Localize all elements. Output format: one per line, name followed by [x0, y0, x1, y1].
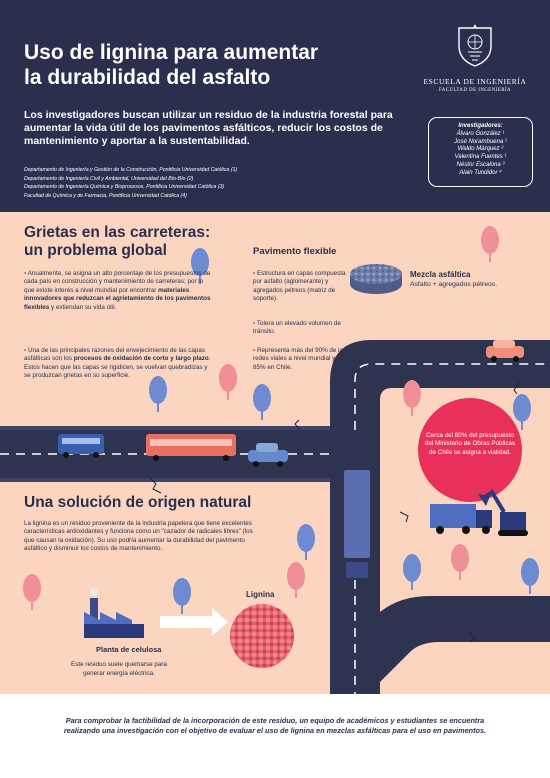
p2-text-b: procesos de oxidación de corto y largo plazo — [73, 355, 209, 363]
p1-text-c: y extiendan su vida útil. — [49, 303, 117, 311]
investigators-box — [428, 117, 533, 187]
investigator-name: Álvaro González ¹ — [456, 130, 505, 137]
header — [0, 0, 550, 212]
p1-text-b: materiales innovadores que reduzcan el agrietamiento de los pavimentos flexibles — [24, 286, 211, 311]
intro-text: Los investigadores buscan utilizar un residuo de la industria forestal para aumentar la vida útil de los pavimentos asfálticos, reducir los costos de mantenimiento y aportar a la sustentabilidad. — [24, 109, 393, 147]
investigator-name: Néstor Escalona ³ — [456, 161, 505, 168]
lignin-circle — [230, 604, 294, 668]
mezcla-title: Mezcla asfáltica — [410, 270, 471, 279]
footer — [0, 694, 550, 778]
department-item: Departamento de Ingeniería Civil y Ambiental, Universidad del Bío-Bío (2) — [24, 175, 194, 182]
university-logo — [420, 22, 530, 93]
factory-icon — [84, 588, 144, 638]
bullet-icon: • — [24, 347, 27, 354]
pavimento-bullet-1 — [253, 270, 353, 304]
section1-paragraph-2 — [24, 347, 214, 381]
bullet-icon: • — [253, 320, 256, 327]
p2-text-a: Una de las principales razones del envejecimiento de las capas asfálticas son los — [24, 347, 206, 363]
footer-text: Para comprobar la factibilidad de la incorporación de este residuo, un equipo de académicos y estudiantes se encuentra realizando una investigación con el objetivo de evaluar el uso de lignina en mezclas asfálticas para el uso en pavimentos. — [63, 716, 487, 735]
title-line-2: la durabilidad del asfalto — [24, 66, 271, 89]
p1-text-a: Anualmente, se asigna un alto porcentaje de los presupuestos de cada país en construcción y mantenimiento de carreteras; por lo que existe interés a nivel mundial por encontrar — [24, 270, 211, 294]
bullet-icon: • — [253, 270, 256, 277]
crest-icon — [455, 22, 495, 68]
asphalt-sample-disc — [350, 264, 402, 294]
logo-faculty-name: FACULTAD DE INGENIERÍA — [439, 88, 511, 93]
department-item: Departamento de Ingeniería y Gestión de la Construcción, Pontificia Universidad Católica (1) — [24, 167, 238, 173]
logo-school-name: ESCUELA DE INGENIERÍA — [423, 77, 527, 86]
lower-curved-road — [380, 596, 550, 682]
planta-label: Planta de celulosa — [96, 645, 162, 654]
pavimento-b1-text: Estructura en capas compuesta por asfalto (aglomerante) y agregados pétreos (matriz de soporte). — [253, 270, 346, 303]
section1-title-line1: Grietas en las carreteras: — [24, 224, 211, 241]
pavimento-b2-text: Tolera un elevado volumen de tránsito. — [253, 320, 341, 336]
title-line-1: Uso de lignina para aumentar — [24, 41, 319, 64]
section2-paragraph: La lignina es un residuo proveniente de la industria papelera que tiene excelentes características antioxidantes y funciona como un "cazador de radicales libres" (los que causan la oxidación). Su uso podría aumentar la durabilidad del pavimento asfáltico y disminuir los costos de mantenimiento. — [24, 520, 253, 553]
pavimento-b3-text: Representa más del 90% de las redes viales a nivel mundial y un 85% en Chile. — [253, 347, 347, 371]
departments-list — [24, 166, 354, 200]
department-item: Departamento de Ingeniería Química y Bioprocesos, Pontificia Universidad Católica (3) — [24, 184, 225, 190]
investigator-name: Valentina Fuentes ¹ — [454, 154, 507, 161]
main-illustration-area — [0, 212, 550, 694]
investigators-title: Investigadores: — [458, 123, 503, 129]
planta-subtext: Este residuo suele quemarse para generar energía eléctrica. — [71, 661, 167, 677]
investigator-name: José Norambuena ¹ — [454, 138, 507, 145]
pavimento-bullet-3 — [253, 347, 353, 372]
investigator-name: Alain Tundidor ⁴ — [459, 169, 502, 176]
stat-text: Cerca del 80% del presupuesto del Ministerio de Obras Públicas de Chile se asigna a vialidad. — [424, 432, 516, 456]
p2-text-c: . Estos hacen que las capas se rigidicen, se vuelvan quebradizas y se produzcan grietas en su superficie. — [24, 355, 211, 380]
arrow-icon — [160, 608, 228, 636]
dump-truck — [430, 504, 492, 534]
department-item: Facultad de Química y de Farmacia, Pontificia Universidad Católica (4) — [24, 192, 187, 199]
pavimento-bullet-2 — [253, 320, 353, 337]
investigator-name: Waldo Márquez ² — [457, 146, 504, 153]
section2-title: Una solución de origen natural — [24, 494, 252, 511]
pavimento-title: Pavimento flexible — [253, 246, 337, 257]
page-title — [24, 40, 384, 90]
section1-paragraph-1 — [24, 270, 214, 312]
section1-title-line2: un problema global — [24, 242, 167, 259]
mezcla-subtitle: Asfalto + agregados pétreos. — [410, 281, 498, 288]
lignina-label: Lignina — [246, 590, 275, 599]
bullet-icon: • — [253, 347, 256, 354]
section1-title — [24, 224, 234, 260]
bullet-icon: • — [24, 270, 27, 277]
